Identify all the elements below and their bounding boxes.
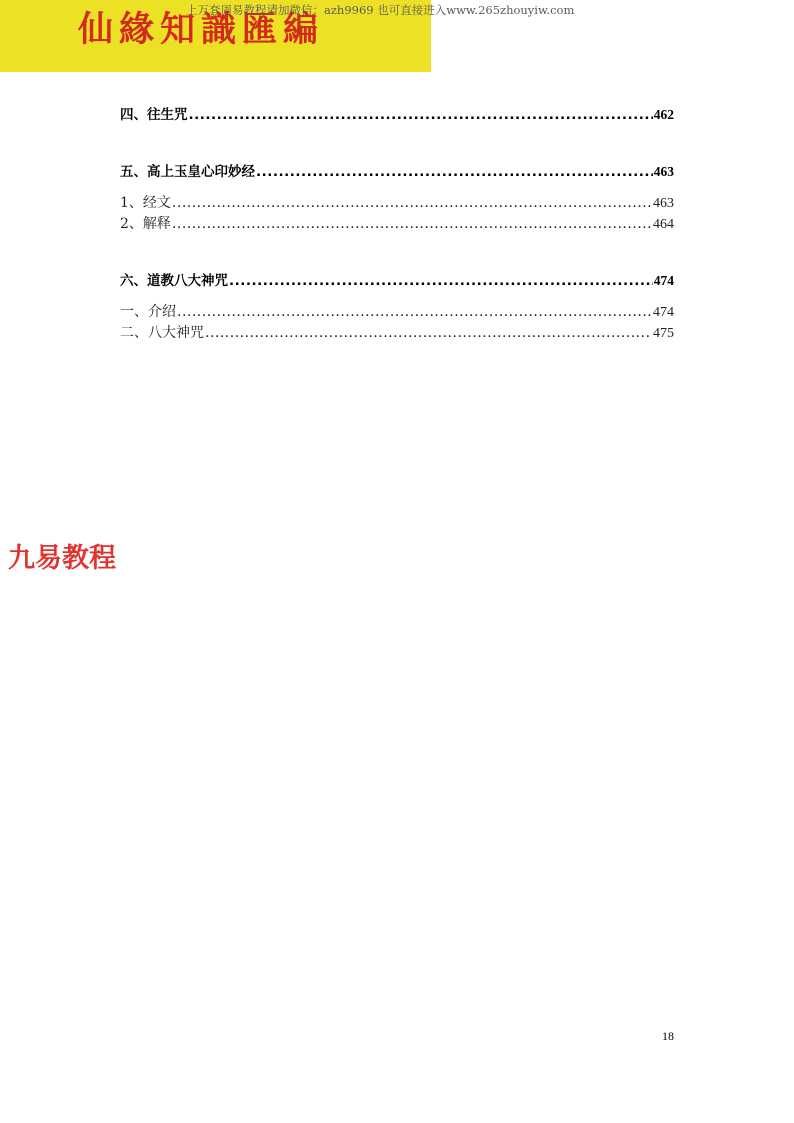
toc-dot-leader: [256, 166, 653, 180]
toc-entry-page: 474: [653, 305, 674, 320]
toc-entry-label: 四、往生咒: [120, 107, 188, 123]
banner-title: 仙緣知識匯編: [78, 9, 325, 50]
table-of-contents: [120, 108, 674, 347]
page-number: 18: [662, 1029, 674, 1043]
toc-dot-leader: [189, 109, 653, 123]
toc-entry-label: 六、道教八大神咒: [120, 273, 228, 289]
toc-entry-label: 二、八大神咒: [120, 325, 204, 341]
toc-entry-page: 462: [653, 107, 674, 122]
toc-entry-page: 474: [653, 273, 674, 288]
toc-dot-leader: [205, 326, 652, 340]
toc-entry-label: 一、介绍: [120, 304, 176, 320]
toc-entry-label: 2、解释: [120, 216, 171, 232]
toc-entry-section-5-item-1[interactable]: [120, 196, 674, 217]
toc-entry-page: 464: [653, 217, 674, 232]
toc-entry-section-4[interactable]: [120, 108, 674, 129]
toc-dot-leader: [172, 196, 652, 210]
banner-notice: 上万套周易教程请加微信：azh9969 也可直接进入www.265zhouyiw.com: [186, 3, 575, 17]
header-banner: [0, 0, 575, 72]
toc-entry-page: 463: [653, 196, 674, 211]
toc-entry-section-6-item-1[interactable]: [120, 305, 674, 326]
toc-entry-section-5-item-2[interactable]: [120, 217, 674, 238]
watermark-logo: 九易教程: [8, 543, 116, 574]
toc-entry-label: 1、经文: [120, 195, 171, 211]
toc-entry-page: 475: [653, 326, 674, 341]
toc-entry-page: 463: [653, 164, 674, 179]
toc-entry-section-6-item-2[interactable]: [120, 326, 674, 347]
toc-dot-leader: [177, 305, 652, 319]
toc-entry-section-5[interactable]: [120, 165, 674, 186]
toc-entry-section-6[interactable]: [120, 274, 674, 295]
toc-dot-leader: [229, 275, 653, 289]
toc-dot-leader: [172, 217, 652, 231]
toc-entry-label: 五、高上玉皇心印妙经: [120, 164, 255, 180]
